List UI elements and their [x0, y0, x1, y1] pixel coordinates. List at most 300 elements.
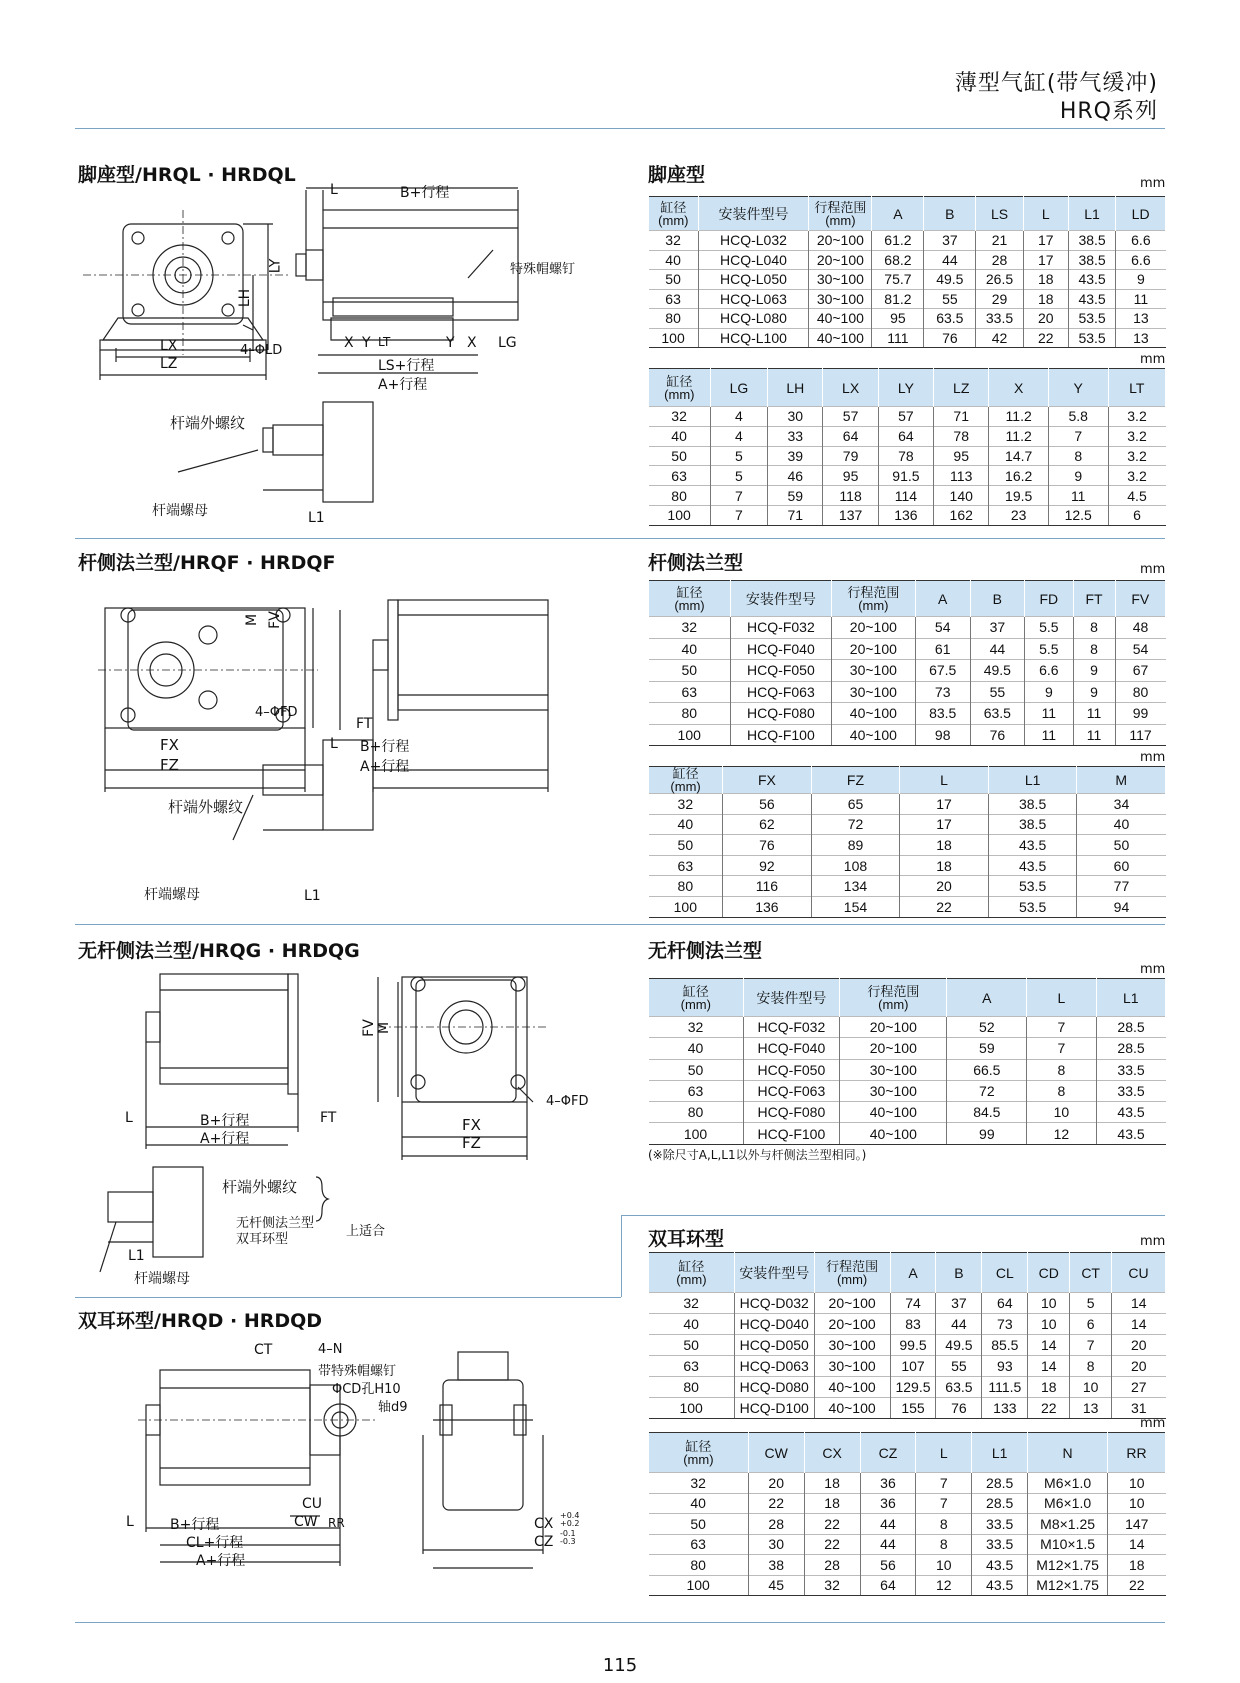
label-y: Y: [362, 335, 371, 351]
table-cell: 30~100: [814, 1335, 890, 1356]
table-row: [649, 270, 1166, 290]
table-cell: 76: [924, 328, 976, 348]
table-cell: 43.5: [1096, 1123, 1165, 1144]
column-header: LG: [710, 369, 767, 407]
column-header: RR: [1108, 1433, 1166, 1473]
table-cell: HCQ-D050: [734, 1335, 814, 1356]
table-cell: HCQ-L100: [698, 328, 809, 348]
table-row: [649, 1059, 1166, 1080]
section-divider: [75, 1297, 621, 1298]
table-cell: 94: [1077, 896, 1166, 917]
label-fit-note3: 上适合: [346, 1224, 386, 1239]
table-cell: HCQ-D080: [734, 1377, 814, 1398]
table-row: [649, 1080, 1166, 1101]
table-cell: 9: [1073, 660, 1115, 682]
column-header: 行程范围 (mm): [840, 979, 947, 1017]
column-header: LH: [768, 369, 823, 407]
table-cell: 71: [934, 407, 989, 427]
table-cell: 100: [649, 1398, 735, 1419]
table-cell: 18: [804, 1493, 860, 1514]
table-cell: 20~100: [840, 1017, 947, 1038]
table-cell: 7: [1048, 426, 1108, 446]
table-cell: 107: [890, 1356, 936, 1377]
table-cell: 23: [989, 505, 1049, 525]
table-cell: 40~100: [814, 1398, 890, 1419]
table-cell: 100: [649, 896, 723, 917]
table-cell: 18: [1028, 1377, 1070, 1398]
table-cell: 28.5: [972, 1493, 1028, 1514]
label-fv-hf: FV: [360, 1019, 377, 1037]
table-cell: 48: [1115, 617, 1165, 639]
table-cell: 100: [649, 1575, 749, 1596]
table-cell: 76: [970, 724, 1025, 746]
table-cell: 40: [649, 638, 731, 660]
table-cell: 57: [823, 407, 878, 427]
clevis-table-title: 双耳环型: [648, 1228, 725, 1250]
table-cell: 50: [649, 1059, 744, 1080]
table-row: [649, 309, 1166, 329]
table-cell: 8: [916, 1514, 972, 1535]
column-header: CD: [1028, 1253, 1070, 1293]
table-cell: 7: [710, 486, 767, 506]
unit-label: mm: [1140, 562, 1166, 577]
table-cell: 63: [649, 1356, 735, 1377]
rod-flange-table-1: [648, 580, 1166, 746]
column-header: CW: [748, 1433, 804, 1473]
table-cell: 66.5: [947, 1059, 1027, 1080]
table-cell: 8: [1048, 446, 1108, 466]
table-cell: 5: [1070, 1293, 1112, 1314]
table-cell: 16.2: [989, 466, 1049, 486]
label-x-right: X: [467, 335, 477, 351]
table-cell: 56: [723, 794, 812, 815]
table-cell: 22: [1028, 1398, 1070, 1419]
table-cell: 22: [804, 1534, 860, 1555]
label-l: L: [330, 182, 338, 198]
table-cell: 74: [890, 1293, 936, 1314]
table-cell: 43.5: [1096, 1102, 1165, 1123]
table-cell: 30~100: [840, 1080, 947, 1101]
table-cell: 32: [649, 231, 699, 251]
table-cell: 50: [649, 660, 731, 682]
column-header: LX: [823, 369, 878, 407]
unit-label: mm: [1140, 176, 1166, 191]
table-cell: 8: [1027, 1080, 1096, 1101]
table-cell: 42: [976, 328, 1023, 348]
table-row: [649, 724, 1166, 746]
column-header: CL: [982, 1253, 1028, 1293]
table-cell: 72: [947, 1080, 1027, 1101]
table-cell: 63.5: [936, 1377, 982, 1398]
head-flange-note: (※除尺寸A,L,L1以外与杆侧法兰型相同。): [648, 1148, 867, 1162]
column-header: 安装件型号: [743, 979, 840, 1017]
table-cell: HCQ-F050: [730, 660, 831, 682]
label-ld: 4–ΦLD: [240, 343, 283, 358]
column-header: LT: [1108, 369, 1166, 407]
table-cell: 162: [934, 505, 989, 525]
table-cell: 40: [1077, 814, 1166, 835]
label-a-stroke-cl: A+行程: [196, 1553, 246, 1569]
table-row: [649, 486, 1166, 506]
table-cell: 40~100: [831, 703, 915, 725]
table-cell: 50: [1077, 835, 1166, 856]
label-rod-thread-hf: 杆端外螺纹: [222, 1178, 298, 1196]
table-cell: 28: [748, 1514, 804, 1535]
table-cell: 99.5: [890, 1335, 936, 1356]
table-cell: 18: [804, 1473, 860, 1494]
label-fx: FX: [160, 736, 179, 754]
column-header: FD: [1025, 581, 1073, 617]
table-cell: M12×1.75: [1028, 1555, 1108, 1576]
table-cell: 44: [970, 638, 1025, 660]
label-l-hf: L: [125, 1110, 133, 1126]
table-cell: 44: [924, 250, 976, 270]
table-cell: 7: [1027, 1038, 1096, 1059]
column-header: LZ: [934, 369, 989, 407]
label-m-hf: M: [376, 1021, 393, 1035]
table-cell: 27: [1112, 1377, 1166, 1398]
label-fit-note2: 双耳环型: [236, 1232, 289, 1247]
table-cell: 8: [916, 1534, 972, 1555]
label-y-right: Y: [446, 335, 455, 351]
table-cell: 129.5: [890, 1377, 936, 1398]
table-row: [649, 1335, 1166, 1356]
table-cell: 64: [982, 1293, 1028, 1314]
head-flange-table-1: [648, 978, 1166, 1145]
table-row: [649, 328, 1166, 348]
table-cell: 22: [804, 1514, 860, 1535]
label-cu: CU: [302, 1496, 323, 1512]
label-cx: CX: [534, 1516, 554, 1532]
table-cell: 79: [823, 446, 878, 466]
column-header: L1: [988, 767, 1077, 794]
table-row: [649, 1473, 1166, 1494]
table-cell: 20: [1112, 1335, 1166, 1356]
label-cz-tol: -0.1 -0.3: [560, 1529, 576, 1546]
table-cell: 18: [900, 855, 989, 876]
column-header: CX: [804, 1433, 860, 1473]
table-cell: 65: [811, 794, 900, 815]
column-header: B: [924, 197, 976, 231]
table-cell: 3.2: [1108, 407, 1166, 427]
table-cell: 28.5: [1096, 1017, 1165, 1038]
table-cell: 3.2: [1108, 426, 1166, 446]
page-number: 115: [602, 1655, 638, 1676]
table-cell: 28: [804, 1555, 860, 1576]
column-header: CT: [1070, 1253, 1112, 1293]
label-l1-rf: L1: [304, 888, 321, 904]
table-cell: 89: [811, 835, 900, 856]
table-cell: 63: [649, 855, 723, 876]
table-cell: HCQ-F080: [743, 1102, 840, 1123]
table-row: [649, 681, 1166, 703]
foot-table-2: [648, 368, 1166, 526]
foot-table-title: 脚座型: [648, 164, 706, 186]
table-cell: 8: [1073, 638, 1115, 660]
table-cell: 33.5: [972, 1534, 1028, 1555]
table-row: [649, 407, 1166, 427]
table-cell: 80: [1115, 681, 1165, 703]
table-cell: 36: [860, 1493, 916, 1514]
table-cell: 7: [916, 1473, 972, 1494]
table-cell: 55: [936, 1356, 982, 1377]
column-header: A: [915, 581, 970, 617]
table-row: [649, 426, 1166, 446]
table-cell: 40~100: [840, 1102, 947, 1123]
table-cell: 73: [915, 681, 970, 703]
table-row: [649, 1314, 1166, 1335]
table-cell: 80: [649, 309, 699, 329]
table-cell: HCQ-F032: [730, 617, 831, 639]
column-header: 缸径 (mm): [649, 979, 744, 1017]
table-cell: 76: [936, 1398, 982, 1419]
table-cell: 111.5: [982, 1377, 1028, 1398]
column-header: 行程范围 (mm): [809, 197, 872, 231]
table-row: [649, 1398, 1166, 1419]
table-cell: 63: [649, 681, 731, 703]
column-header: 缸径 (mm): [649, 197, 699, 231]
table-cell: 33.5: [1096, 1080, 1165, 1101]
head-flange-section-title: 无杆侧法兰型/HRQG · HRDQG: [78, 940, 360, 962]
table-cell: 6.6: [1116, 231, 1166, 251]
column-header: X: [989, 369, 1049, 407]
table-cell: 32: [804, 1575, 860, 1596]
label-a-stroke-hf: A+行程: [200, 1131, 250, 1147]
page-header-title: 薄型气缸(带气缓冲): [954, 71, 1158, 96]
table-cell: 45: [748, 1575, 804, 1596]
table-cell: 18: [1023, 289, 1068, 309]
label-lg: LG: [498, 335, 517, 351]
label-cl-stroke: CL+行程: [186, 1535, 244, 1551]
table-cell: 40: [649, 250, 699, 270]
table-cell: 43.5: [1068, 289, 1115, 309]
table-cell: 40~100: [814, 1377, 890, 1398]
table-row: [649, 1575, 1166, 1596]
table-cell: 20: [748, 1473, 804, 1494]
column-header: 缸径 (mm): [649, 369, 711, 407]
unit-label: mm: [1140, 750, 1166, 765]
clevis-table-1: [648, 1252, 1166, 1419]
table-cell: 40: [649, 1038, 744, 1059]
head-flange-plate: [402, 977, 527, 1102]
table-cell: 40~100: [809, 328, 872, 348]
label-b-stroke-hf: B+行程: [200, 1113, 250, 1129]
table-cell: 61: [915, 638, 970, 660]
table-cell: 11: [1073, 724, 1115, 746]
table-cell: 108: [811, 855, 900, 876]
table-cell: 95: [934, 446, 989, 466]
label-rod-nut-rf: 杆端螺母: [144, 887, 200, 903]
table-cell: 11: [1116, 289, 1166, 309]
table-cell: 18: [1023, 270, 1068, 290]
table-cell: 99: [947, 1123, 1027, 1144]
table-cell: 34: [1077, 794, 1166, 815]
table-cell: 67.5: [915, 660, 970, 682]
column-header: FV: [1115, 581, 1165, 617]
table-row: [649, 1356, 1166, 1377]
label-ft: FT: [356, 716, 373, 732]
table-row: [649, 1293, 1166, 1314]
table-cell: 147: [1108, 1514, 1166, 1535]
table-cell: HCQ-F040: [743, 1038, 840, 1059]
table-cell: 80: [649, 1102, 744, 1123]
table-cell: 7: [916, 1493, 972, 1514]
table-cell: 18: [1108, 1555, 1166, 1576]
table-cell: 20: [1023, 309, 1068, 329]
unit-label: mm: [1140, 1234, 1166, 1249]
table-cell: 59: [947, 1038, 1027, 1059]
table-cell: 36: [860, 1473, 916, 1494]
table-cell: 8: [1027, 1059, 1096, 1080]
table-cell: 72: [811, 814, 900, 835]
table-cell: 49.5: [936, 1335, 982, 1356]
table-cell: 12: [1027, 1123, 1096, 1144]
table-cell: 80: [649, 1377, 735, 1398]
table-cell: 40: [649, 814, 723, 835]
table-cell: 49.5: [924, 270, 976, 290]
table-cell: 137: [823, 505, 878, 525]
table-row: [649, 1017, 1166, 1038]
table-cell: 3.2: [1108, 446, 1166, 466]
table-cell: 63: [649, 1534, 749, 1555]
table-cell: 28: [976, 250, 1023, 270]
table-cell: 54: [1115, 638, 1165, 660]
clevis-table-2: [648, 1432, 1166, 1596]
label-a-stroke: A+行程: [378, 377, 428, 393]
table-cell: 40~100: [831, 724, 915, 746]
table-row: [649, 446, 1166, 466]
column-header: 行程范围 (mm): [831, 581, 915, 617]
table-cell: 59: [768, 486, 823, 506]
column-header: FX: [723, 767, 812, 794]
label-lt: LT: [378, 335, 391, 349]
column-header: A: [890, 1253, 936, 1293]
table-cell: 40: [649, 1493, 749, 1514]
table-cell: 63: [649, 1080, 744, 1101]
table-cell: 18: [900, 835, 989, 856]
table-cell: 63.5: [924, 309, 976, 329]
table-cell: 32: [649, 1293, 735, 1314]
table-cell: 54: [915, 617, 970, 639]
table-cell: 93: [982, 1356, 1028, 1377]
label-b-stroke-cl: B+行程: [170, 1517, 220, 1533]
table-cell: HCQ-F040: [730, 638, 831, 660]
table-cell: 116: [723, 876, 812, 897]
table-cell: 80: [649, 486, 711, 506]
table-cell: M6×1.0: [1028, 1473, 1108, 1494]
table-cell: 32: [649, 617, 731, 639]
unit-label: mm: [1140, 1416, 1166, 1431]
table-cell: 12.5: [1048, 505, 1108, 525]
label-fv: FV: [266, 611, 283, 629]
table-cell: 4: [710, 407, 767, 427]
table-cell: 100: [649, 505, 711, 525]
table-cell: 80: [649, 876, 723, 897]
table-cell: 53.5: [988, 876, 1077, 897]
label-ly: LY: [267, 258, 284, 274]
column-header: 缸径 (mm): [649, 767, 723, 794]
table-cell: 17: [1023, 250, 1068, 270]
table-cell: 80: [649, 703, 731, 725]
label-ft-hf: FT: [320, 1110, 337, 1126]
table-cell: 8: [1073, 617, 1115, 639]
table-cell: 68.2: [872, 250, 924, 270]
column-header: 安装件型号: [734, 1253, 814, 1293]
label-rod-thread-rf: 杆端外螺纹: [168, 798, 244, 816]
column-header: L: [1027, 979, 1096, 1017]
table-cell: 11: [1025, 724, 1073, 746]
table-cell: M8×1.25: [1028, 1514, 1108, 1535]
table-cell: 53.5: [1068, 309, 1115, 329]
table-row: [649, 231, 1166, 251]
table-cell: 10: [1028, 1293, 1070, 1314]
table-cell: HCQ-L040: [698, 250, 809, 270]
table-cell: 7: [710, 505, 767, 525]
table-cell: M10×1.5: [1028, 1534, 1108, 1555]
table-cell: 20: [900, 876, 989, 897]
table-cell: 20~100: [814, 1293, 890, 1314]
table-row: [649, 638, 1166, 660]
table-cell: 49.5: [970, 660, 1025, 682]
table-cell: 43.5: [1068, 270, 1115, 290]
table-cell: 117: [1115, 724, 1165, 746]
table-cell: 20: [1112, 1356, 1166, 1377]
label-n: 4–N: [318, 1342, 343, 1357]
table-cell: 4: [710, 426, 767, 446]
table-cell: 22: [1023, 328, 1068, 348]
table-cell: 62: [723, 814, 812, 835]
column-header: LY: [878, 369, 933, 407]
label-rod-thread: 杆端外螺纹: [170, 414, 246, 432]
table-cell: 133: [982, 1398, 1028, 1419]
table-cell: 11.2: [989, 407, 1049, 427]
table-cell: 56: [860, 1555, 916, 1576]
column-header: 安装件型号: [730, 581, 831, 617]
table-row: [649, 617, 1166, 639]
table-cell: 32: [649, 1017, 744, 1038]
table-cell: 9: [1025, 681, 1073, 703]
table-cell: HCQ-D063: [734, 1356, 814, 1377]
table-cell: 83.5: [915, 703, 970, 725]
label-l-cl: L: [126, 1514, 134, 1530]
table-cell: 38.5: [988, 794, 1077, 815]
table-cell: 22: [900, 896, 989, 917]
table-cell: 28.5: [972, 1473, 1028, 1494]
table-cell: 19.5: [989, 486, 1049, 506]
table-cell: 91.5: [878, 466, 933, 486]
label-fit-note1: 无杆侧法兰型: [236, 1216, 315, 1231]
table-cell: 63.5: [970, 703, 1025, 725]
page-header-series: HRQ系列: [1059, 99, 1158, 124]
table-cell: 22: [1108, 1575, 1166, 1596]
table-cell: 12: [916, 1575, 972, 1596]
table-cell: 5: [710, 466, 767, 486]
label-rod-nut: 杆端螺母: [152, 503, 208, 519]
table-cell: 60: [1077, 855, 1166, 876]
column-header: LD: [1116, 197, 1166, 231]
table-cell: 30~100: [809, 270, 872, 290]
table-cell: 10: [1108, 1473, 1166, 1494]
table-cell: HCQ-D040: [734, 1314, 814, 1335]
table-cell: 17: [900, 814, 989, 835]
label-rr: RR: [328, 1516, 345, 1530]
column-header: CU: [1112, 1253, 1166, 1293]
table-row: [649, 703, 1166, 725]
label-n-bolt: 带特殊帽螺钉: [318, 1364, 397, 1379]
table-row: [649, 896, 1166, 917]
table-cell: 57: [878, 407, 933, 427]
table-cell: 30~100: [814, 1356, 890, 1377]
